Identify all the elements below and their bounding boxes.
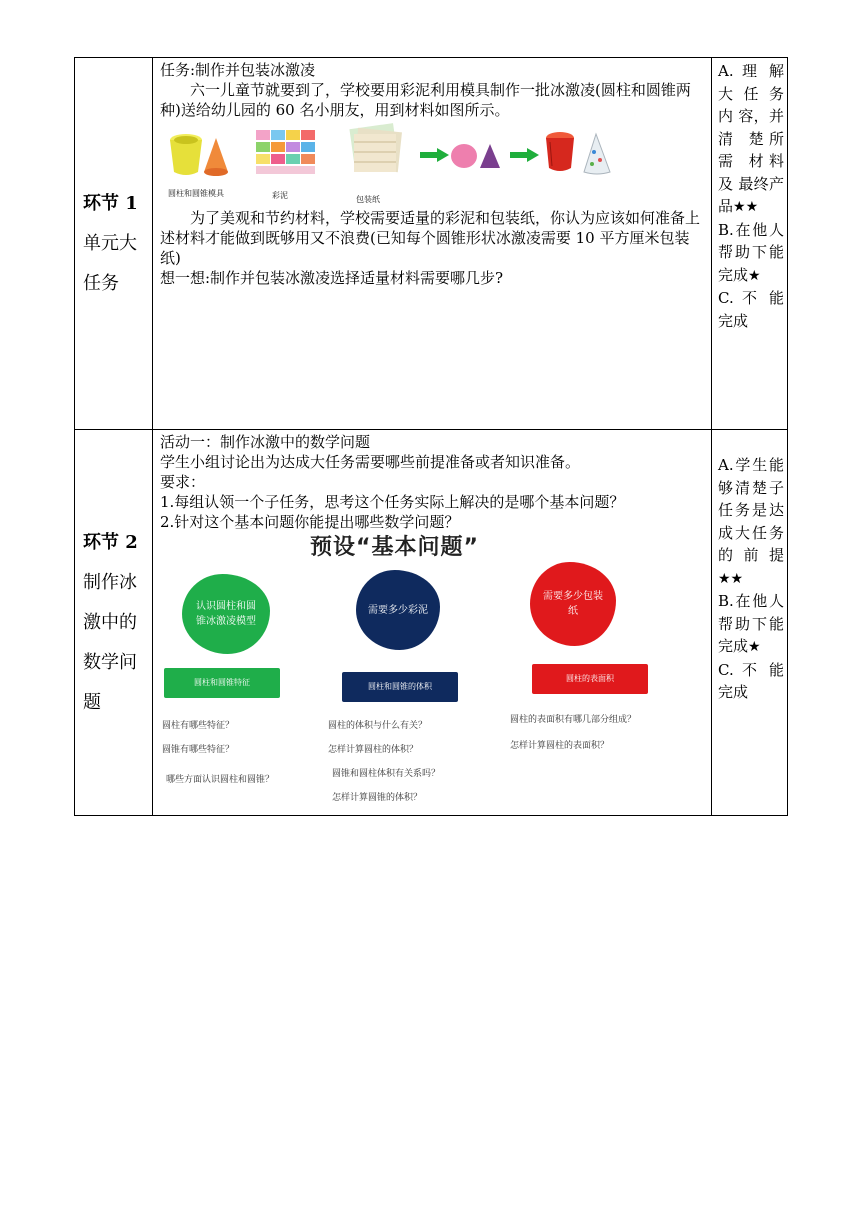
wrapped-ice-cream-image [540, 128, 616, 176]
lesson-table [74, 57, 788, 816]
eval-level-c: C. 不 能完成 [718, 660, 784, 701]
section-row-1 [75, 58, 788, 430]
basic-question-blob: 需要多少彩泥 [356, 570, 440, 650]
wrapping-paper-image [346, 122, 406, 178]
topic-bar: 圆柱和圆锥的体积 [342, 672, 458, 702]
math-question: 圆柱的体积与什么有关？ [328, 721, 428, 731]
section-content-cell [153, 58, 712, 430]
section-name-line: 单元大 [83, 232, 137, 254]
math-question: 怎样计算圆柱的表面积？ [510, 741, 610, 751]
paper-caption: 包装纸 [356, 195, 380, 204]
section-name-line: 任务 [83, 272, 119, 294]
eval-level-c: C. 不 能完成 [718, 289, 784, 330]
basic-question-blob: 需要多少包装纸 [530, 562, 616, 646]
section-number: 环节 2 [83, 531, 138, 553]
task-question: 为了美观和节约材料，学校需要适量的彩泥和包装纸，你认为应该如何准备上述材料才能做到既够用又不浪费(已知每个圆锥形状冰激凌需要 10 平方厘米包装纸) [160, 209, 701, 267]
math-question: 圆锥有哪些特征？ [162, 745, 235, 755]
topic-bar: 圆柱的表面积 [532, 664, 648, 694]
eval-level-b: B.在他人帮助下能完成 [718, 592, 784, 655]
star-rating: ★★ [733, 199, 759, 215]
star-rating: ★ [748, 267, 761, 284]
star-rating: ★★ [718, 570, 744, 587]
arrow-right-icon [510, 148, 540, 162]
requirement-item: 1.每组认领一个子任务，思考这个任务实际上解决的是哪个基本问题？ [160, 493, 625, 511]
requirements-title: 要求： [160, 473, 206, 491]
section-name-line: 制作冰 [83, 571, 137, 593]
eval-level-a: A.学生能够清楚子任务是达成大任务的前提 [718, 456, 784, 564]
think-prompt: 想一想:制作并包装冰激凌选择适量材料需要哪几步? [160, 269, 504, 287]
clay-ice-cream-image [448, 138, 504, 172]
section-label-cell [75, 430, 153, 816]
topic-bar: 圆柱和圆锥特征 [164, 668, 280, 698]
task-intro: 六一儿童节就要到了，学校要用彩泥利用模具制作一批冰激凌(圆柱和圆锥两种)送给幼儿园的 60 名小朋友，用到材料如图所示。 [160, 81, 691, 119]
eval-level-b: B.在他人帮助下能完成 [718, 220, 784, 284]
section-name-line: 激中的 [83, 611, 137, 633]
section-label-cell [75, 58, 153, 430]
math-question: 怎样计算圆柱的体积？ [328, 745, 419, 755]
section-row-2 [75, 430, 788, 816]
arrow-right-icon [420, 148, 450, 162]
section-number: 环节 1 [83, 192, 138, 214]
star-rating: ★ [748, 639, 761, 655]
mold-caption: 圆柱和圆锥模具 [168, 189, 224, 198]
eval-level-a: A. 理 解大 任 务内 容，并 清 楚所 需 材料 及 最终产品 [718, 62, 784, 215]
math-question: 哪些方面认识圆柱和圆锥？ [166, 775, 275, 785]
activity-title: 活动一：制作冰激中的数学问题 [160, 433, 371, 451]
clay-caption: 彩泥 [272, 191, 288, 200]
basic-question-blob: 认识圆柱和圆锥冰激凌模型 [182, 574, 270, 654]
basic-questions-diagram [160, 535, 705, 808]
section-name-line: 题 [83, 691, 101, 713]
requirement-item: 2.针对这个基本问题你能提出哪些数学问题？ [160, 513, 460, 531]
materials-figure [160, 126, 705, 202]
math-question: 圆柱的表面积有哪几部分组成？ [510, 715, 637, 725]
color-clay-image [252, 126, 318, 178]
math-question: 圆锥和圆柱体积有关系吗？ [332, 769, 441, 779]
diagram-title: 预设“基本问题” [310, 535, 479, 560]
evaluation-cell [712, 430, 788, 816]
math-question: 圆柱有哪些特征？ [162, 721, 235, 731]
section-content-cell [153, 430, 712, 816]
cylinder-cone-mold-image [164, 130, 234, 180]
task-title: 任务:制作并包装冰激凌 [160, 61, 316, 79]
evaluation-cell [712, 58, 788, 430]
section-name-line: 数学问 [83, 651, 137, 673]
discussion-text: 学生小组讨论出为达成大任务需要哪些前提准备或者知识准备。 [160, 453, 581, 471]
math-question: 怎样计算圆锥的体积？ [332, 793, 423, 803]
